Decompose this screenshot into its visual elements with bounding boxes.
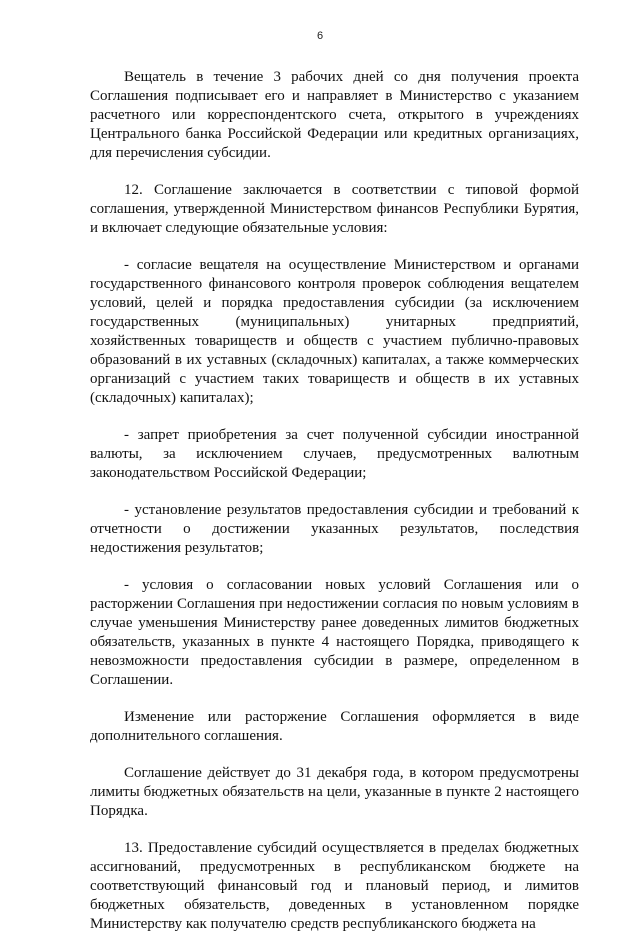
- condition-results-reporting: - установление результатов предоставления субсидии и требований к отчетности о достижении указанных результатов, последствия недостижения результатов;: [90, 502, 579, 556]
- condition-agreement-renegotiation: - условия о согласовании новых условий Соглашения или о расторжении Соглашения при недостижении согласия по новым условиям в случае уменьшения Министерству ранее доведенных лимитов бюджетных обязательств, указанных в пункте 4 настоящего Порядка, приводящего к невозможности предоставления субсидии в размере, определенном в Соглашении.: [90, 577, 579, 688]
- condition-inspection-consent: - согласие вещателя на осуществление Министерством и органами государственного финансового контроля проверок соблюдения вещателем условий, целей и порядка предоставления субсидии (за исключением государственных (муниципальных) унитарных предприятий, хозяйственных товариществ и обществ с участием публично-правовых образований в их уставных (складочных) капиталах, а также коммерческих организаций с участием таких товариществ и обществ в их уставных (складочных) капиталах);: [90, 257, 579, 406]
- paragraph-13-subsidy-limits: 13. Предоставление субсидий осуществляется в пределах бюджетных ассигнований, предусмотренных в республиканском бюджете на соответствующий финансовый год и плановый период, и лимитов бюджетных обязательств, доведенных в установленном порядке Министерству как получателю средств республиканского бюджета на: [90, 840, 579, 932]
- document-body: [90, 68, 579, 934]
- condition-currency-prohibition: - запрет приобретения за счет полученной субсидии иностранной валюты, за исключением случаев, предусмотренных валютным законодательством Российской Федерации;: [90, 427, 579, 481]
- paragraph-broadcaster-signing: Вещатель в течение 3 рабочих дней со дня получения проекта Соглашения подписывает его и направляет в Министерство с указанием расчетного или корреспондентского счета, открытого в учреждениях Центрального банка Российской Федерации или кредитных организациях, для перечисления субсидии.: [90, 69, 579, 161]
- paragraph-agreement-validity: Соглашение действует до 31 декабря года, в котором предусмотрены лимиты бюджетных обязательств на цели, указанные в пункте 2 настоящего Порядка.: [90, 765, 579, 819]
- paragraph-agreement-amendment: Изменение или расторжение Соглашения оформляется в виде дополнительного соглашения.: [90, 709, 579, 744]
- paragraph-12-agreement-conditions: 12. Соглашение заключается в соответствии с типовой формой соглашения, утвержденной Министерством финансов Республики Бурятия, и включает следующие обязательные условия:: [90, 182, 579, 236]
- page-number: 6: [316, 30, 324, 42]
